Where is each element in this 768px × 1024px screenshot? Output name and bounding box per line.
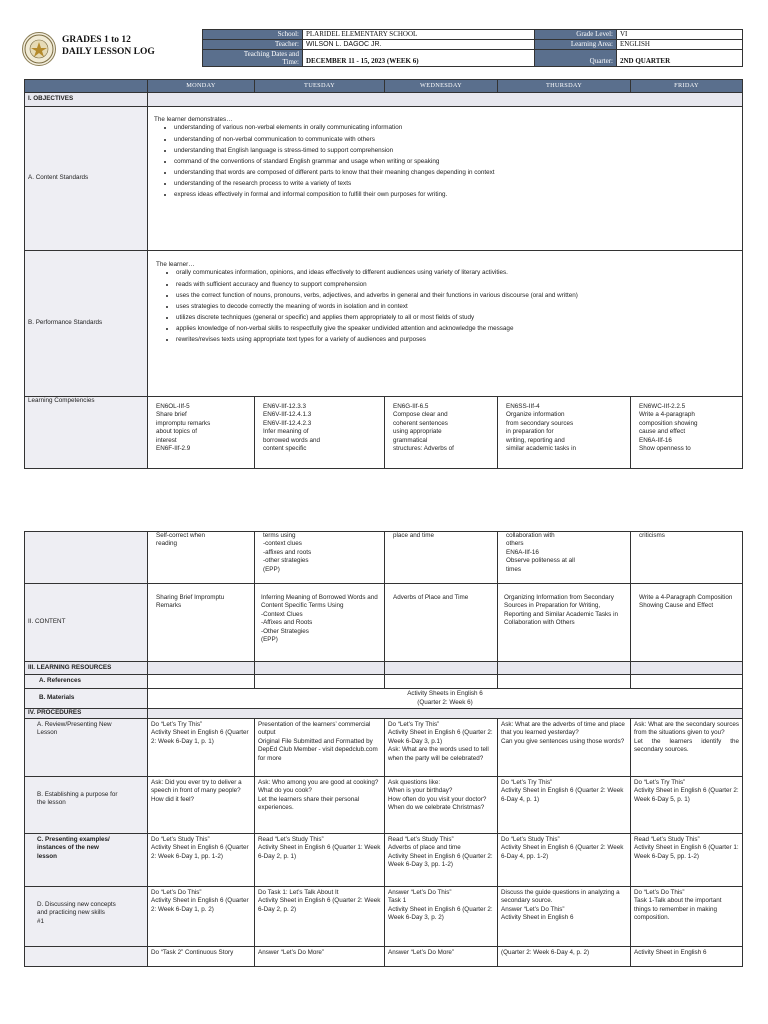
- grade-level-value: VI: [617, 30, 743, 40]
- procedure-b-monday: Ask: Did you ever try to deliver a speech in front of many people? How did it feel?: [148, 777, 255, 834]
- content-standard-item: • command of the conventions of standard English grammar and usage when writing or speaking: [174, 158, 736, 166]
- competency-friday: [631, 397, 743, 469]
- competency-line: collaboration with: [506, 532, 555, 539]
- grade-level-label: Grade Level:: [535, 30, 617, 40]
- procedures-blank: [148, 709, 743, 719]
- resources-blank-fri: [631, 662, 743, 675]
- content-standard-item: • understanding that words are composed of different parts to know that their meaning changes depending in context: [174, 169, 736, 177]
- procedure-d-tuesday: Do Task 1: Let’s Talk About It Activity Sheet in English 6 (Quarter 2: Week 6-Day 2, p. 2): [255, 887, 385, 947]
- content-standard-item: • express ideas effectively in formal and informal composition to fulfill their own purposes for writing.: [174, 191, 736, 199]
- references-label: A. References: [25, 675, 148, 689]
- procedure-b-label: B. Establishing a purpose for the lesson: [25, 777, 148, 834]
- procedure-d-friday: Do “Let’s Do This” Task 1-Talk about the important things to remember in making composition.: [631, 887, 743, 947]
- competency-line: Self-correct when: [156, 532, 205, 539]
- competency-thursday: [498, 397, 631, 469]
- teacher-value: WILSON L. DAGOC JR.: [303, 40, 535, 50]
- teaching-dates-label: [203, 50, 303, 67]
- competency-line: Show openness to: [639, 445, 691, 453]
- references-fri: [631, 675, 743, 689]
- content-tuesday: Inferring Meaning of Borrowed Words and Content Specific Terms Using -Context Clues -Affixes and Roots -Other Strategies (EPP): [255, 584, 385, 662]
- competency-line: (EPP): [263, 565, 280, 573]
- day-tuesday: TUESDAY: [255, 80, 385, 93]
- procedure-b-thursday: Do “Let’s Try This” Activity Sheet in English 6 (Quarter 2: Week 6-Day 4, p. 1): [498, 777, 631, 834]
- competency-line: EN6WC-IIf-2.2.5: [639, 403, 686, 410]
- competency-line: EN6A-IIf-16: [639, 436, 672, 444]
- lesson-grid-page-2: [24, 531, 743, 967]
- learning-area-label: Learning Area:: [535, 40, 617, 50]
- procedure-c-monday: Do “Let’s Study This” Activity Sheet in English 6 (Quarter 2: Week 6-Day 1, pp. 1-2): [148, 834, 255, 887]
- competency-line: times: [506, 565, 522, 573]
- performance-standard-item: • applies knowledge of non-verbal skills to respectfully give the speaker undivided attention and acknowledge the message: [176, 325, 736, 333]
- lesson-grid-page-1: [24, 79, 743, 469]
- references-thu: [498, 675, 631, 689]
- competency-tuesday: [255, 397, 385, 469]
- corner-blank: [25, 80, 148, 93]
- procedure-a-monday: Do “Let’s Try This” Activity Sheet in English 6 (Quarter 2: Week 6-Day 1, p. 1): [148, 719, 255, 777]
- content-standard-item: • understanding of the research process to write a variety of texts: [174, 180, 736, 188]
- competency-line: EN6A-IIf-16: [506, 548, 539, 556]
- competency-cont-friday: [631, 532, 743, 584]
- day-wednesday: WEDNESDAY: [385, 80, 498, 93]
- day-friday: FRIDAY: [631, 80, 743, 93]
- competency-line: grammatical: [393, 436, 428, 444]
- content-standard-item: • understanding that English language is stress-timed to support comprehension: [174, 147, 736, 155]
- procedure-a-friday: Ask: What are the secondary sources from the situations given to you? Let the learners identify the secondary sources.: [631, 719, 743, 777]
- performance-standard-item: • uses the correct function of nouns, pronouns, verbs, adjectives, and adverbs in general and their functions in various discourse (oral and written): [176, 292, 736, 300]
- performance-standard-item: • orally communicates information, opinions, and ideas effectively to different audiences using variety of literary activities.: [176, 269, 736, 277]
- competency-line: EN6SS-IIf-4: [506, 403, 540, 410]
- procedure-c-label: C. Presenting examples/ instances of the new lesson: [25, 834, 148, 887]
- competency-line: writing, reporting and: [506, 436, 565, 444]
- competencies-continued-label: [25, 532, 148, 584]
- competency-line: Infer meaning of: [263, 428, 309, 436]
- procedure-c-tuesday: Read “Let’s Study This” Activity Sheet in English 6 (Quarter 1: Week 6-Day 2, p. 1): [255, 834, 385, 887]
- procedure-b-friday: Do “Let’s Try This” Activity Sheet in English 6 (Quarter 2: Week 6-Day 5, p. 1): [631, 777, 743, 834]
- competency-line: Compose clear and: [393, 411, 448, 419]
- procedure-d-thursday: Discuss the guide questions in analyzing a secondary source. Answer “Let’s Do This” Activity Sheet in English 6: [498, 887, 631, 947]
- competency-line: cause and effect: [639, 428, 686, 436]
- materials-value: Activity Sheets in English 6 (Quarter 2: Week 6): [148, 689, 743, 709]
- competency-line: Organize information: [506, 411, 565, 419]
- learning-resources-heading: III. LEARNING RESOURCES: [25, 662, 148, 675]
- learning-competencies-label: Learning Competencies: [25, 397, 148, 469]
- teaching-dates-label-line2: Time:: [282, 58, 299, 66]
- procedure-d-wednesday: Answer “Let’s Do This” Task 1 Activity Sheet in English 6 (Quarter 2: Week 6-Day 3, p. 2): [385, 887, 498, 947]
- content-standards-list: [154, 124, 736, 199]
- performance-standards-label: B. Performance Standards: [25, 251, 148, 397]
- quarter-value: 2ND QUARTER: [617, 50, 743, 67]
- competency-line: Share brief: [156, 411, 187, 419]
- learning-area-value: ENGLISH: [617, 40, 743, 50]
- content-standards-intro: The learner demonstrates…: [154, 116, 233, 123]
- competency-line: place and time: [393, 532, 434, 539]
- school-label: School:: [203, 30, 303, 40]
- procedure-c-thursday: Do “Let’s Study This” Activity Sheet in English 6 (Quarter 2: Week 6-Day 4, pp. 1-2): [498, 834, 631, 887]
- competency-line: about topics of: [156, 428, 197, 436]
- competency-cont-wednesday: [385, 532, 498, 584]
- content-standard-item: • understanding of non-verbal communication to communicate with others: [174, 136, 736, 144]
- competency-line: from secondary sources: [506, 419, 574, 427]
- competency-line: EN6V-IIf-12.4.1.3: [263, 411, 312, 419]
- competency-line: Write a 4-paragraph: [639, 411, 695, 419]
- competency-line: others: [506, 540, 524, 548]
- procedures-heading: IV. PROCEDURES: [25, 709, 148, 719]
- competency-line: similar academic tasks in: [506, 445, 576, 453]
- procedure-a-label: A. Review/Presenting New Lesson: [25, 719, 148, 777]
- procedure-e-tuesday: Answer “Let’s Do More”: [255, 947, 385, 967]
- procedure-d-label: D. Discussing new concepts and practicing new skills #1: [25, 887, 148, 947]
- references-mon: [148, 675, 255, 689]
- procedure-c-friday: Read “Let’s Study This” Activity Sheet in English 6 (Quarter 1: Week 6-Day 5, pp. 1-2): [631, 834, 743, 887]
- competency-line: reading: [156, 540, 178, 548]
- competency-line: composition showing: [639, 419, 698, 427]
- competency-cont-monday: [148, 532, 255, 584]
- competency-line: EN6OL-IIf-5: [156, 403, 190, 410]
- competency-line: borrowed words and: [263, 436, 321, 444]
- grades-title: GRADES 1 to 12: [62, 35, 131, 45]
- procedure-e-monday: Do “Task 2” Continuous Story: [148, 947, 255, 967]
- procedure-e-friday: Activity Sheet in English 6: [631, 947, 743, 967]
- day-thursday: THURSDAY: [498, 80, 631, 93]
- competency-cont-thursday: [498, 532, 631, 584]
- competency-line: EN6G-IIf-6.5: [393, 403, 429, 410]
- competency-line: content specific: [263, 445, 307, 453]
- performance-standard-item: • uses strategies to decode correctly the meaning of words in isolation and in context: [176, 303, 736, 311]
- references-tue: [255, 675, 385, 689]
- competency-line: in preparation for: [506, 428, 554, 436]
- resources-blank-thu: [498, 662, 631, 675]
- content-thursday: Organizing Information from Secondary Sources in Preparation for Writing, Reporting and Similar Academic Tasks in Collaboration with Others: [498, 584, 631, 662]
- quarter-label: Quarter:: [535, 50, 617, 67]
- header-info-table: [202, 29, 743, 67]
- resources-blank-wed: [385, 662, 498, 675]
- procedure-e-thursday: (Quarter 2: Week 6-Day 4, p. 2): [498, 947, 631, 967]
- competency-line: -context clues: [263, 540, 302, 548]
- procedure-e-wednesday: Answer “Let’s Do More”: [385, 947, 498, 967]
- performance-standards-list: [156, 269, 736, 344]
- competency-line: terms using: [263, 532, 296, 539]
- procedure-d-monday: Do “Let’s Do This” Activity Sheet in English 6 (Quarter 2: Week 6-Day 1, p. 2): [148, 887, 255, 947]
- daily-lesson-log-title: DAILY LESSON LOG: [62, 47, 155, 57]
- competency-line: -affixes and roots: [263, 548, 312, 556]
- competency-wednesday: [385, 397, 498, 469]
- content-friday: Write a 4-Paragraph Composition Showing Cause and Effect: [631, 584, 743, 662]
- competency-cont-tuesday: [255, 532, 385, 584]
- school-value: PLARIDEL ELEMENTARY SCHOOL: [303, 30, 535, 40]
- teaching-dates-value: DECEMBER 11 - 15, 2023 (WEEK 6): [303, 50, 535, 67]
- procedure-b-tuesday: Ask: Who among you are good at cooking? What do you cook? Let the learners share their personal experiences.: [255, 777, 385, 834]
- content-standards-label: A. Content Standards: [25, 107, 148, 251]
- performance-standard-item: • utilizes discrete techniques (general or specific) and applies them appropriately to all or most fields of study: [176, 314, 736, 322]
- materials-label: B. Materials: [25, 689, 148, 709]
- competency-line: criticisms: [639, 532, 665, 539]
- procedure-a-wednesday: Do “Let’s Try This” Activity Sheet in English 6 (Quarter 2: Week 6-Day 3, p.1) Ask: What are the words used to tell when the party will be celebrated?: [385, 719, 498, 777]
- competency-line: using appropriate: [393, 428, 442, 436]
- resources-blank-mon: [148, 662, 255, 675]
- deped-seal-logo: [22, 32, 56, 66]
- performance-standards-cell: [148, 251, 743, 397]
- competency-line: coherent sentences: [393, 419, 448, 427]
- content-standards-cell: [148, 107, 743, 251]
- objectives-blank: [148, 93, 743, 107]
- content-label: II. CONTENT: [25, 584, 148, 662]
- competency-line: impromptu remarks: [156, 419, 211, 427]
- content-wednesday: Adverbs of Place and Time: [385, 584, 498, 662]
- teacher-label: Teacher:: [203, 40, 303, 50]
- references-wed: [385, 675, 498, 689]
- competency-line: EN6V-IIf-12.3.3: [263, 403, 307, 410]
- procedure-a-tuesday: Presentation of the learners’ commercial output Original File Submitted and Formatted by DepEd Club Member - visit depedclub.com for more: [255, 719, 385, 777]
- teaching-dates-label-line1: Teaching Dates and: [243, 50, 299, 58]
- procedure-e-label: [25, 947, 148, 967]
- content-standard-item: • understanding of various non-verbal elements in orally communicating information: [174, 124, 736, 132]
- competency-monday: [148, 397, 255, 469]
- performance-standard-item: • rewrites/revises texts using appropriate text types for a variety of audiences and purposes: [176, 336, 736, 344]
- resources-blank-tue: [255, 662, 385, 675]
- procedure-c-wednesday: Read “Let’s Study This” Adverbs of place and time Activity Sheet in English 6 (Quarter 2: Week 6-Day 3, pp. 1-2): [385, 834, 498, 887]
- competency-line: interest: [156, 436, 177, 444]
- day-monday: MONDAY: [148, 80, 255, 93]
- content-monday: Sharing Brief Impromptu Remarks: [148, 584, 255, 662]
- performance-standard-item: • reads with sufficient accuracy and fluency to support comprehension: [176, 281, 736, 289]
- competency-line: -other strategies: [263, 557, 309, 565]
- competency-line: EN6V-IIf-12.4.2.3: [263, 419, 312, 427]
- competency-line: structures: Adverbs of: [393, 445, 454, 453]
- procedure-a-thursday: Ask: What are the adverbs of time and place that you learned yesterday? Can you give sentences using those words?: [498, 719, 631, 777]
- performance-standards-intro: The learner…: [156, 261, 195, 268]
- procedure-b-wednesday: Ask questions like: When is your birthday? How often do you visit your doctor? When do we celebrate Christmas?: [385, 777, 498, 834]
- objectives-heading: I. OBJECTIVES: [25, 93, 148, 107]
- competency-line: EN6F-IIf-2.9: [156, 445, 191, 453]
- competency-line: Observe politeness at all: [506, 557, 575, 565]
